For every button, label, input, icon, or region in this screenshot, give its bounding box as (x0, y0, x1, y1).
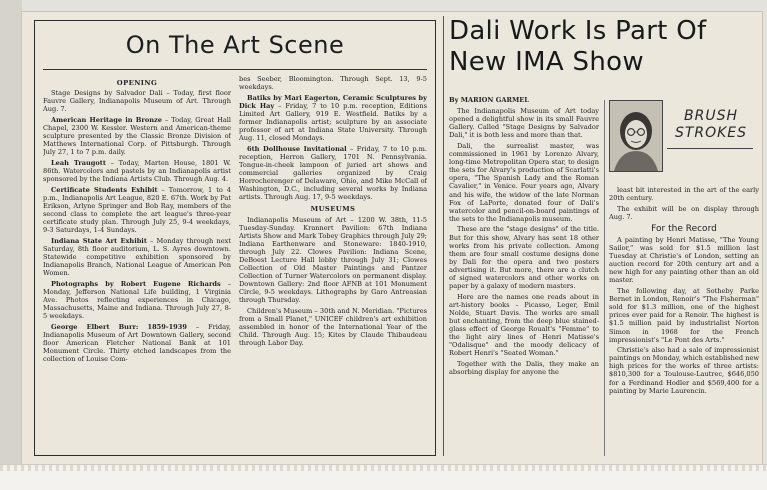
listing-text: bes Seeber, Bloomington. Through Sept. 13, 9-5 weekdays. (239, 75, 427, 92)
listing-entry (43, 186, 231, 235)
listing-entry (43, 280, 231, 320)
column-divider (443, 16, 444, 456)
listing-entry (43, 89, 231, 113)
for-the-record-heading: For the Record (651, 223, 717, 234)
article-paragraph: Here are the names one reads about in art-history books – Picasso, Leger, Emil Nolde, Stuart Davis. The works are small but enchanting, from the deep blue stained-glass effect of George Roualt's "Femme" to the light airy lines of Henri Matisse's "Odalisque" and the moody delicacy of Robert Henri's "Seated Woman." (449, 292, 599, 358)
listing-text: – Monday through next Saturday, 8th floor auditorium, L. S. Ayres downtown. Statewide competitive exhibition sponsored by Indianapolis Branch, National League of American Pen Women. (43, 236, 231, 278)
record-paragraph: A painting by Henri Matisse, "The Young Sailor," was sold for $1.5 million last Tuesday at Christie's of London, setting an auction record for 20th century art and a new high for any painting other than an old master. (609, 235, 759, 285)
listing-text: – Tomorrow, 1 to 4 p.m., Indianapolis Art League, 820 E. 67th. Work by Pat Erikson, Arlyne Springer and Bob Ray, members of the second class to complete the art league's three-year certificate study plan. Through July 25, 9-4 weekdays, 9-3 Saturdays, 1-4 Sundays. (43, 185, 231, 235)
record-paragraph: The following day, at Sotheby Parke Bernet in London, Renoir's "The Fisherman" sold for $1.3 million, one of the highest prices ever paid for a Renoir. The highest is $1.5 million paid by industrialist Norton Simon in 1968 for the French impressionist's "Le Pont des Arts." (609, 287, 759, 344)
brush-strokes-title: BRUSH STROKES (674, 108, 748, 141)
article-paragraph: Together with the Dalis, they make an absorbing display for anyone the (449, 359, 599, 376)
listing-entry (239, 216, 427, 305)
listing-entry (43, 116, 231, 156)
art-scene-headline: On The Art Scene (125, 31, 345, 59)
listing-title: Certificate Students Exhibit (51, 185, 158, 194)
headline-rule (43, 69, 427, 70)
page-edge (0, 0, 22, 464)
section-heading: OPENING (116, 79, 158, 87)
listing-text: – Friday, 7 to 10 p.m. reception, Editions Limited Art Gallery, 919 E. Westfield. Batiks by a former Indianapolis artist; sculpture by an associate professor of art at Indiana State University. Through Aug. 11, closed Mondays. (239, 101, 427, 143)
columnist-photo (609, 100, 663, 172)
dali-article-ending (609, 186, 759, 221)
article-paragraph: The Indianapolis Museum of Art today opened a delightful show in its small Fauvre Gallery. Called "Stage Designs by Salvador Dali," it is both less and more than that. (449, 107, 599, 140)
listing-entry (239, 145, 427, 202)
listing-title: Indiana State Art Exhibit (51, 236, 147, 245)
listing-text: – Monday, Jefferson National Life building, 1 Virginia Ave. Photos reflecting experiences in Chicago, Massachusetts, Maine and Indiana. Through July 27, 8-5 weekdays. (43, 279, 231, 321)
record-paragraph: Christie's also had a sale of impressionist paintings on Monday, which established new high prices for the works of three artists: $810,300 for a Toulouse-Lautrec, $646,050 for a Ferdinand Hodler and $569,400 for a painting by Marie Laurencin. (609, 346, 759, 395)
listing-text: Stage Designs by Salvador Dali – Today, first floor Fauvre Gallery, Indianapolis Museum of Art. Through Aug. 7. (43, 89, 231, 114)
listing-title: 6th Dollhouse Invitational (247, 144, 347, 153)
listing-text: Children's Museum – 30th and N. Meridian. "Pictures from a Small Planet," UNICEF children's art exhibition assembled in honor of the International Year of the Child. Through Aug. 15; Kites by Claude Thibaudeau through Labor Day. (239, 307, 427, 348)
art-scene-column-1 (43, 75, 231, 449)
listing-entry (239, 307, 427, 347)
art-scene-column-2 (239, 75, 427, 449)
listing-entry (43, 237, 231, 277)
art-scene-panel (34, 20, 436, 456)
listing-title: Batiks by Mari Eagerton, Ceramic Sculptures by Dick Hay (239, 93, 427, 110)
article-paragraph: The exhibit will be on display through Aug. 7. (609, 204, 759, 221)
listing-text: – Friday, 7 to 10 p.m. reception, Herron Gallery, 1701 N. Pennsylvania. Tongue-in-cheek lampoon of juried art shows and commercial galleries organized by Craig Horrocherenger of Delaware, Ohio, and Mike McCall of Washington, D.C., including several works by Indiana artists. Through Aug. 17, 9-5 weekdays. (239, 144, 427, 202)
dali-headline: Dali Work Is Part Of New IMA Show (449, 16, 707, 77)
section-heading: MUSEUMS (310, 205, 356, 214)
brush-rule (667, 148, 753, 149)
listing-text: – Today, Marten House, 1801 W. 86th. Watercolors and pastels by an Indianapolis artist sponsored by the Indiana Artists Club. Through Aug. 4. (43, 158, 231, 184)
brush-strokes-column-header (609, 100, 755, 186)
dali-article-column-1 (449, 96, 599, 456)
listing-title: George Elbert Burr: 1859-1939 (51, 322, 187, 331)
byline: By MARION GARMEL (449, 96, 529, 104)
article-paragraph: least bit interested in the art of the early 20th century. (609, 186, 759, 203)
listing-entry (239, 94, 427, 143)
listing-entry (239, 75, 427, 91)
listing-text: Indianapolis Museum of Art – 1200 W. 38th, 11-5 Tuesday-Sunday. Krannert Pavilion: 67th Indiana Artists Show and Mark Tobey Graphics through July 29; Indiana Earthenware and Stoneware: 1840-1910, through July 22. Clowes Pavilion: Indiana Scene, DeBoest Lecture Hall lobby through July 31; Clowes Collection of Old Master Paintings and Pantzer Collection of Turner Watercolors on permanent display. Downtown Gallery: 2nd floor AFNB at 101 Monument Circle, 9-5 weekdays. Lithographs by Garo Antreasian through Thursday. (239, 215, 427, 305)
column-divider-right (604, 100, 605, 456)
listing-title: Photographs by Robert Eugene Richards (51, 279, 221, 288)
listing-text: – Friday, Indianapolis Museum of Art Downtown Gallery, second floor American Fletcher National Bank at 101 Monument Circle. Thirty etched landscapes from the collection of Louise Com- (43, 322, 231, 363)
dali-article-body (449, 107, 599, 376)
listing-text: – Today, Great Hall Chapel, 2300 W. Kessler. Western and American-theme sculpture presented by the Classic Bronze Division of Matthews International Corp. of Pittsburgh. Through July 27, 1 to 7 p.m. daily. (43, 115, 231, 157)
article-paragraph: These are the "stage designs" of the title. But for this show, Alvary has sent 18 other works from his private collection. Among them are four small costume designs done by Dali for the opera and two posters advertising it. But more, there are a clutch of signed watercolors and other works on paper by a galaxy of modern masters. (449, 225, 599, 291)
dali-article-column-2 (609, 186, 759, 456)
torn-paper-edge (0, 464, 767, 490)
for-the-record-body (609, 236, 759, 395)
dali-article (449, 16, 759, 456)
listing-title: American Heritage in Bronze (51, 115, 162, 124)
listing-title: Leah Traugott (51, 158, 106, 167)
listing-entry (43, 159, 231, 183)
article-paragraph: Dali, the surrealist master, was commissioned in 1961 by Lorenzo Alvary, long-time Metropolitan Opera star, to design the sets for Alvary's production of Scarlatti's opera, "The Spanish Lady and the Roman Cavalier," in Venice. Four years ago, Alvary and his wife, the widow of the late Norman Fox of LaPorte, donated four of Dali's watercolor and pencil-on-board paintings of the sets to the Indianapolis museum. (449, 141, 599, 223)
listing-entry (43, 323, 231, 363)
art-scene-columns (43, 75, 427, 449)
